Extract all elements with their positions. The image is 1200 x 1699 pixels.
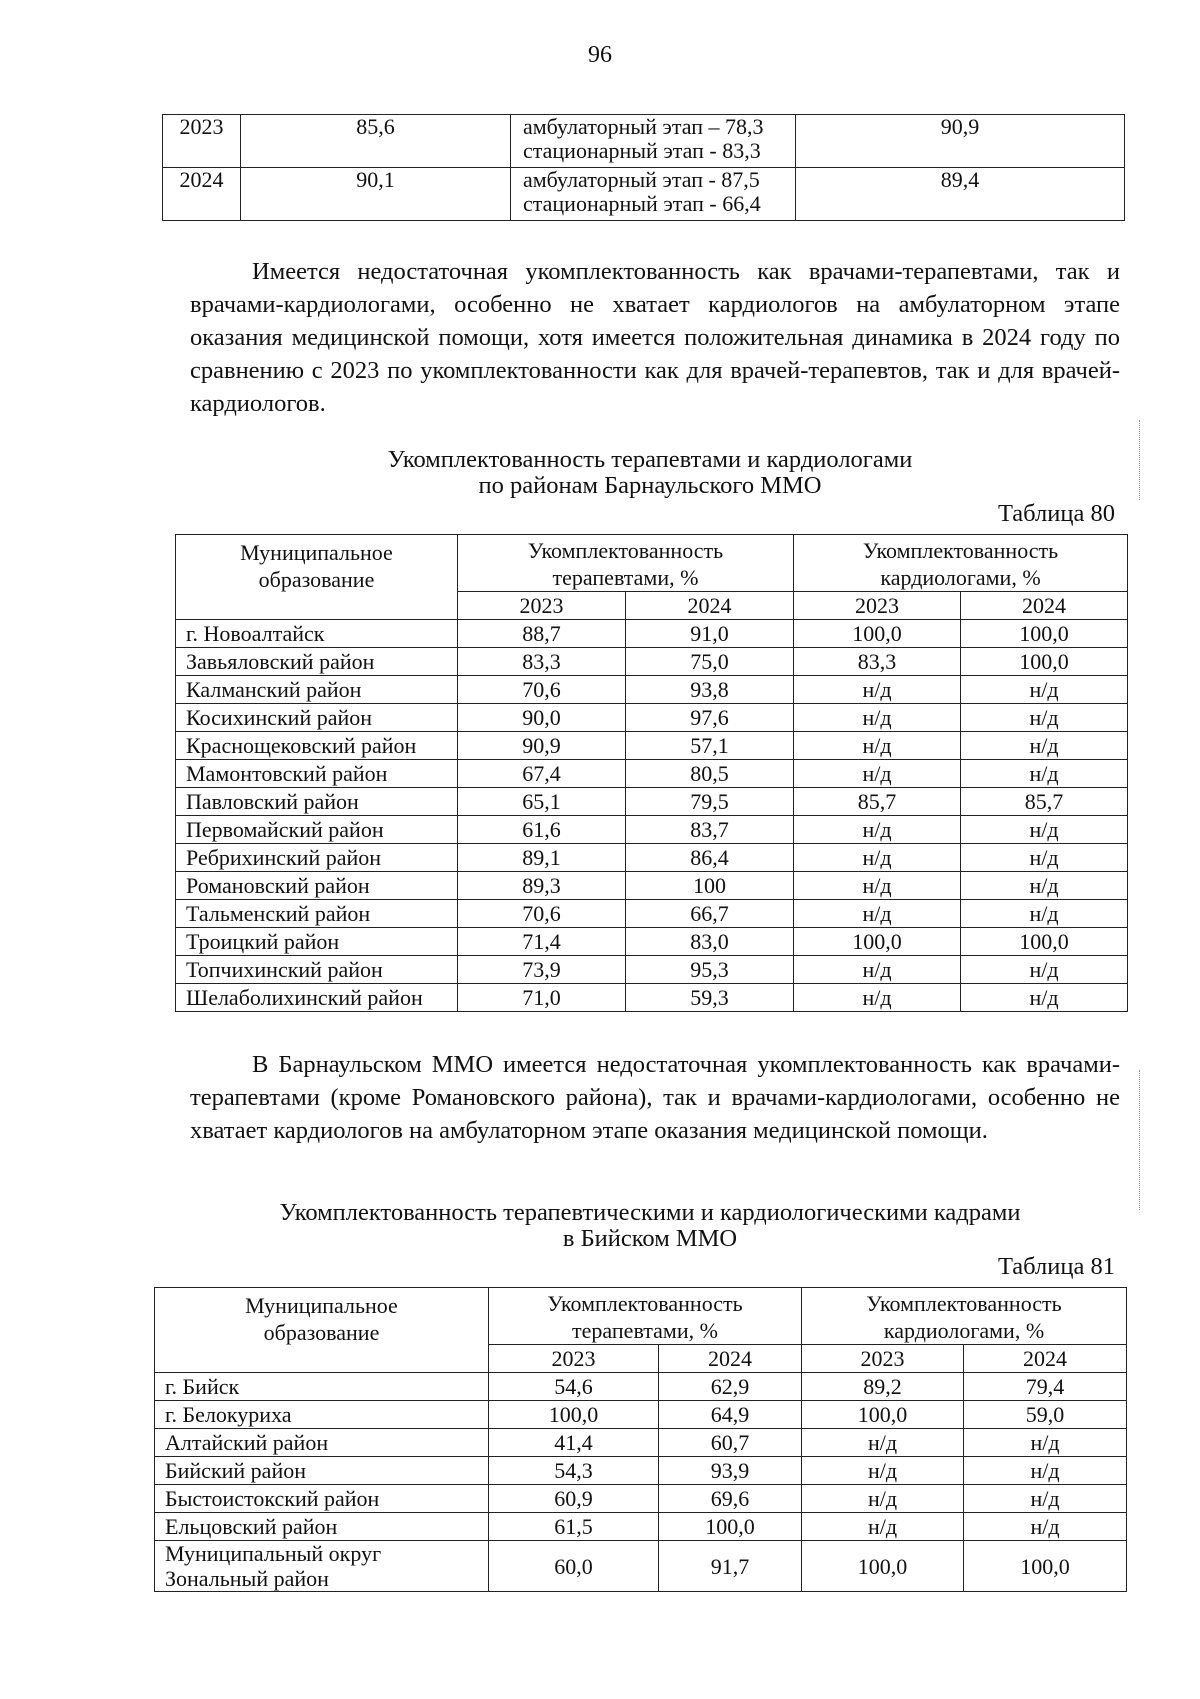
- value-cell: н/д: [794, 956, 961, 984]
- table-80: [175, 534, 1128, 1012]
- table-row: [155, 1541, 1127, 1592]
- value-cell: н/д: [961, 760, 1128, 788]
- value-cell: 90,9: [458, 732, 626, 760]
- table-row: [176, 844, 1128, 872]
- value-cell: 57,1: [626, 732, 794, 760]
- table-row: [176, 704, 1128, 732]
- table81-label: Таблица 81: [997, 1253, 1115, 1280]
- table-81: [154, 1287, 1127, 1592]
- header-cardiologists: Укомплектованность кардиологами, %: [794, 535, 1128, 592]
- continuation-table: [162, 114, 1125, 221]
- value-cell: 59,3: [626, 984, 794, 1012]
- value-cell: 60,9: [489, 1485, 659, 1513]
- table-row: [176, 928, 1128, 956]
- table-row: [176, 984, 1128, 1012]
- value-cell: 61,5: [489, 1513, 659, 1541]
- stage-line: амбулаторный этап - 87,5: [523, 167, 760, 192]
- municipality-cell: Краснощековский район: [176, 732, 458, 760]
- value-cell: 100,0: [659, 1513, 802, 1541]
- value-cell: 61,6: [458, 816, 626, 844]
- stage-line: амбулаторный этап – 78,3: [523, 114, 764, 139]
- value-cell: 80,5: [626, 760, 794, 788]
- table-row: [176, 816, 1128, 844]
- value-cell: 83,7: [626, 816, 794, 844]
- table-row: [176, 676, 1128, 704]
- value-cell: н/д: [794, 844, 961, 872]
- value-cell: 89,4: [796, 168, 1125, 221]
- table80-label: Таблица 80: [997, 500, 1115, 527]
- municipality-cell: Шелаболихинский район: [176, 984, 458, 1012]
- value-cell: 54,6: [489, 1373, 659, 1401]
- table80-title-line2: по районам Барнаульского ММО: [478, 472, 822, 499]
- value-cell: н/д: [802, 1485, 964, 1513]
- table81-title-line1: Укомплектованность терапевтическими и кардиологическими кадрами: [279, 1199, 1021, 1226]
- municipality-cell: Бийский район: [155, 1457, 489, 1485]
- value-cell: н/д: [961, 704, 1128, 732]
- value-cell: 85,7: [794, 788, 961, 816]
- value-cell: 60,7: [659, 1429, 802, 1457]
- value-cell: 67,4: [458, 760, 626, 788]
- value-cell: н/д: [794, 676, 961, 704]
- value-cell: н/д: [802, 1457, 964, 1485]
- value-cell: н/д: [964, 1485, 1127, 1513]
- table-row: [176, 900, 1128, 928]
- value-cell: н/д: [794, 900, 961, 928]
- value-cell: 71,0: [458, 984, 626, 1012]
- value-cell: 62,9: [659, 1373, 802, 1401]
- value-cell: 79,4: [964, 1373, 1127, 1401]
- stages-cell: [511, 115, 796, 168]
- municipality-cell: г. Белокуриха: [155, 1401, 489, 1429]
- table-row: [155, 1485, 1127, 1513]
- table-row: [155, 1429, 1127, 1457]
- municipality-cell: Калманский район: [176, 676, 458, 704]
- value-cell: 90,9: [796, 115, 1125, 168]
- value-cell: 90,0: [458, 704, 626, 732]
- value-cell: 100,0: [802, 1541, 964, 1592]
- header-year-2023: 2023: [489, 1345, 659, 1373]
- value-cell: 100,0: [964, 1541, 1127, 1592]
- value-cell: 79,5: [626, 788, 794, 816]
- value-cell: 91,0: [626, 620, 794, 648]
- value-cell: 100: [626, 872, 794, 900]
- value-cell: 54,3: [489, 1457, 659, 1485]
- stage-line: стационарный этап - 83,3: [523, 138, 761, 163]
- table-row: [176, 956, 1128, 984]
- municipality-cell: Алтайский район: [155, 1429, 489, 1457]
- header-year-2023: 2023: [802, 1345, 964, 1373]
- value-cell: 100,0: [961, 620, 1128, 648]
- table81-title-line2: в Бийском ММО: [562, 1225, 738, 1252]
- municipality-cell: Мамонтовский район: [176, 760, 458, 788]
- value-cell: 85,7: [961, 788, 1128, 816]
- value-cell: 65,1: [458, 788, 626, 816]
- value-cell: 64,9: [659, 1401, 802, 1429]
- value-cell: 88,7: [458, 620, 626, 648]
- municipality-cell: Троицкий район: [176, 928, 458, 956]
- table-row: [176, 620, 1128, 648]
- header-year-2024: 2024: [659, 1345, 802, 1373]
- municipality-cell: Павловский район: [176, 788, 458, 816]
- stages-cell: [511, 168, 796, 221]
- municipality-cell: Топчихинский район: [176, 956, 458, 984]
- paragraph-1: Имеется недостаточная укомплектованность как врачами-терапевтами, так и врачами-кардиологами, особенно не хватает кардиологов на амбулаторном этапе оказания медицинской помощи, хотя имеется положительная динамика в 2024 году по сравнению с 2023 по укомплектованности как для врачей-терапевтов, так и для врачей-кардиологов.: [190, 258, 1120, 417]
- table-row: [176, 760, 1128, 788]
- table81-title: [150, 1200, 1150, 1252]
- table-row: [176, 872, 1128, 900]
- table-row: [163, 168, 1125, 221]
- value-cell: 73,9: [458, 956, 626, 984]
- value-cell: н/д: [964, 1429, 1127, 1457]
- value-cell: 93,8: [626, 676, 794, 704]
- municipality-cell: Первомайский район: [176, 816, 458, 844]
- value-cell: н/д: [802, 1513, 964, 1541]
- table-row: [155, 1401, 1127, 1429]
- value-cell: 69,6: [659, 1485, 802, 1513]
- table80-title: [150, 447, 1150, 499]
- value-cell: 71,4: [458, 928, 626, 956]
- value-cell: н/д: [802, 1429, 964, 1457]
- header-year-2024: 2024: [964, 1345, 1127, 1373]
- header-year-2024: 2024: [626, 592, 794, 620]
- value-cell: н/д: [961, 816, 1128, 844]
- municipality-cell: Муниципальный округ Зональный район: [155, 1541, 489, 1592]
- header-year-2023: 2023: [458, 592, 626, 620]
- value-cell: 89,1: [458, 844, 626, 872]
- value-cell: н/д: [794, 704, 961, 732]
- scan-margin-mark: [1139, 1070, 1142, 1210]
- header-municipal: Муниципальное образование: [155, 1288, 489, 1373]
- value-cell: 83,3: [458, 648, 626, 676]
- header-municipal: Муниципальное образование: [176, 535, 458, 620]
- value-cell: 70,6: [458, 900, 626, 928]
- value-cell: 89,3: [458, 872, 626, 900]
- value-cell: 75,0: [626, 648, 794, 676]
- municipality-cell: Быстоистокский район: [155, 1485, 489, 1513]
- value-cell: н/д: [961, 844, 1128, 872]
- value-cell: 89,2: [802, 1373, 964, 1401]
- scan-margin-mark: [1139, 420, 1142, 500]
- table-row: [176, 732, 1128, 760]
- value-cell: 97,6: [626, 704, 794, 732]
- value-cell: 91,7: [659, 1541, 802, 1592]
- table-row: [155, 1373, 1127, 1401]
- value-cell: н/д: [961, 732, 1128, 760]
- value-cell: 100,0: [489, 1401, 659, 1429]
- table-row: [155, 1457, 1127, 1485]
- value-cell: 83,0: [626, 928, 794, 956]
- value-cell: 59,0: [964, 1401, 1127, 1429]
- value-cell: н/д: [964, 1513, 1127, 1541]
- value-cell: н/д: [961, 676, 1128, 704]
- municipality-cell: г. Новоалтайск: [176, 620, 458, 648]
- value-cell: 83,3: [794, 648, 961, 676]
- table-row: [155, 1513, 1127, 1541]
- table-row: [163, 115, 1125, 168]
- value-cell: н/д: [964, 1457, 1127, 1485]
- municipality-cell: Косихинский район: [176, 704, 458, 732]
- municipality-cell: Тальменский район: [176, 900, 458, 928]
- value-cell: 90,1: [241, 168, 511, 221]
- value-cell: н/д: [794, 872, 961, 900]
- value-cell: н/д: [961, 956, 1128, 984]
- year-cell: 2023: [163, 115, 241, 168]
- header-year-2023: 2023: [794, 592, 961, 620]
- stage-line: стационарный этап - 66,4: [523, 191, 761, 216]
- municipality-cell: Романовский район: [176, 872, 458, 900]
- municipality-cell: Ельцовский район: [155, 1513, 489, 1541]
- value-cell: 66,7: [626, 900, 794, 928]
- table-row: [176, 648, 1128, 676]
- municipality-cell: Ребрихинский район: [176, 844, 458, 872]
- value-cell: 100,0: [794, 928, 961, 956]
- value-cell: н/д: [794, 760, 961, 788]
- header-year-2024: 2024: [961, 592, 1128, 620]
- header-therapists: Укомплектованность терапевтами, %: [489, 1288, 802, 1345]
- value-cell: н/д: [961, 900, 1128, 928]
- value-cell: н/д: [794, 816, 961, 844]
- header-cardiologists: Укомплектованность кардиологами, %: [802, 1288, 1127, 1345]
- year-cell: 2024: [163, 168, 241, 221]
- value-cell: 100,0: [802, 1401, 964, 1429]
- value-cell: 100,0: [794, 620, 961, 648]
- value-cell: 85,6: [241, 115, 511, 168]
- value-cell: 100,0: [961, 928, 1128, 956]
- value-cell: 60,0: [489, 1541, 659, 1592]
- value-cell: н/д: [794, 984, 961, 1012]
- paragraph-2: В Барнаульском ММО имеется недостаточная укомплектованность как врачами-терапевтами (кроме Романовского района), так и врачами-кардиологами, особенно не хватает кардиологов на амбулаторном этапе оказания медицинской помощи.: [190, 1051, 1120, 1144]
- municipality-cell: г. Бийск: [155, 1373, 489, 1401]
- value-cell: 86,4: [626, 844, 794, 872]
- value-cell: 95,3: [626, 956, 794, 984]
- value-cell: н/д: [794, 732, 961, 760]
- value-cell: н/д: [961, 872, 1128, 900]
- value-cell: 100,0: [961, 648, 1128, 676]
- table-row: [176, 788, 1128, 816]
- header-therapists: Укомплектованность терапевтами, %: [458, 535, 794, 592]
- municipality-cell: Завьяловский район: [176, 648, 458, 676]
- value-cell: 41,4: [489, 1429, 659, 1457]
- page-number: 96: [588, 42, 612, 68]
- value-cell: н/д: [961, 984, 1128, 1012]
- value-cell: 93,9: [659, 1457, 802, 1485]
- value-cell: 70,6: [458, 676, 626, 704]
- table80-title-line1: Укомплектованность терапевтами и кардиологами: [387, 446, 913, 473]
